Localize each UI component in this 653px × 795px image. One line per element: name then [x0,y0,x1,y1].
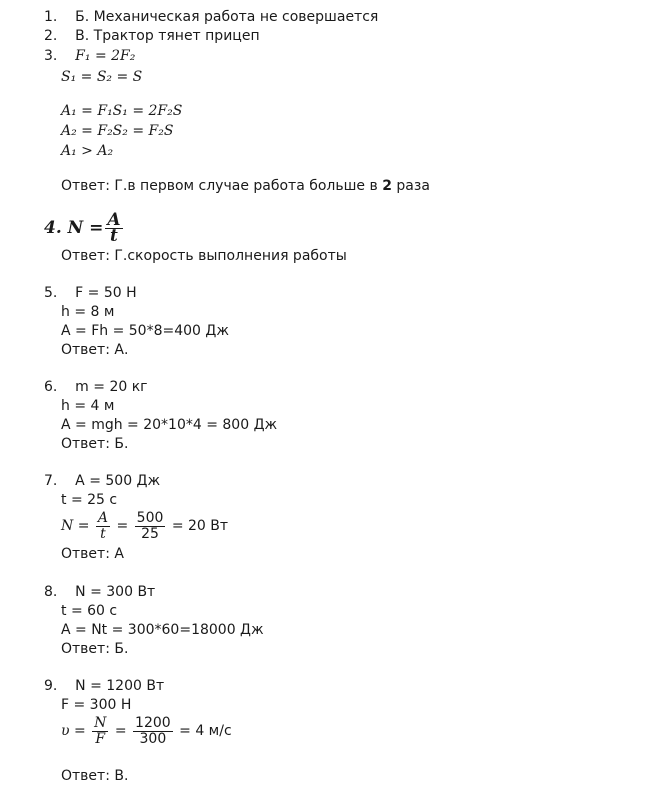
item-1-text: Б. Механическая работа не совершается [75,9,379,25]
item-7-fraction-2-den: 25 [141,525,159,542]
item-9-line-1 [44,678,164,694]
item-4-number: 4. [44,218,62,238]
item-9-number: 9. [44,678,58,694]
item-7-work: A = 500 Дж [75,473,161,489]
item-1-number: 1. [44,9,58,25]
item-3-answer [61,178,430,194]
item-4-denominator: t [110,226,118,246]
item-7-line-1 [44,473,160,489]
item-8-line-1 [44,584,155,600]
item-6-mass: m = 20 кг [75,379,148,395]
item-7-fraction-1-den: t [100,525,106,542]
item-9-equals: = [114,723,127,739]
item-9-answer: Ответ: В. [61,768,129,784]
item-1 [44,9,378,25]
item-6-height: h = 4 м [61,398,115,414]
item-5-answer: Ответ: А. [61,342,129,358]
item-9-formula [61,713,232,749]
item-9-force: F = 300 Н [61,697,132,713]
item-2-text: В. Трактор тянет прицеп [75,28,260,44]
item-7-result: = 20 Вт [171,518,229,534]
item-6-number: 6. [44,379,58,395]
item-4-lhs: N = [67,218,104,238]
item-7-number: 7. [44,473,58,489]
item-4-answer: Ответ: Г.скорость выполнения работы [61,248,347,264]
item-9-fraction-1 [92,716,108,747]
item-3-answer-bold: 2 [382,178,392,194]
item-6-work: A = mgh = 20*10*4 = 800 Дж [61,417,278,433]
item-9-fraction-2 [133,716,173,747]
item-5-height: h = 8 м [61,304,115,320]
item-9-fraction-1-num: N [94,714,107,731]
item-3-f1: F₁ [75,48,91,64]
item-3-comparison: A₁ > A₂ [61,143,114,159]
item-7-formula [61,508,228,544]
item-5-line-1 [44,285,137,301]
item-3-distance-relation: S₁ = S₂ = S [61,69,143,85]
item-7-fraction-1 [96,511,110,542]
item-9-fraction-2-den: 300 [139,730,167,747]
item-9-fraction-2-num: 1200 [135,714,171,731]
item-3-answer-suffix: раза [396,178,430,194]
item-5-work: A = Fh = 50*8=400 Дж [61,323,229,339]
item-7-lhs: N = [61,518,90,534]
item-8-answer: Ответ: Б. [61,641,129,657]
item-3-number: 3. [44,48,58,64]
item-7-time: t = 25 с [61,492,118,508]
item-8-power: N = 300 Вт [75,584,156,600]
item-4-numerator: A [107,210,121,230]
item-9-fraction-1-den: F [95,730,106,747]
item-7-answer: Ответ: А [61,546,124,562]
item-3-work-1: A₁ = F₁S₁ = 2F₂S [61,103,183,119]
item-8-work: A = Nt = 300*60=18000 Дж [61,622,264,638]
item-6-line-1 [44,379,148,395]
item-3-f1-rhs: = 2F₂ [94,48,136,64]
item-8-time: t = 60 с [61,603,118,619]
item-3-work-2: A₂ = F₂S₂ = F₂S [61,123,174,139]
item-9-power: N = 1200 Вт [75,678,165,694]
item-7-equals: = [116,518,129,534]
item-5-force: F = 50 Н [75,285,137,301]
item-9-lhs: υ = [61,723,86,739]
item-4-formula [44,211,125,245]
item-7-fraction-2 [135,511,166,542]
item-7-fraction-1-num: A [97,509,109,526]
item-3-answer-prefix: Ответ: Г.в первом случае работа больше в [61,178,378,194]
item-4-fraction [105,210,122,246]
item-5-number: 5. [44,285,58,301]
item-6-answer: Ответ: Б. [61,436,129,452]
item-9-result: = 4 м/с [179,723,232,739]
item-8-number: 8. [44,584,58,600]
item-3-force-relation [44,48,135,64]
item-7-fraction-2-num: 500 [136,509,164,526]
item-2-number: 2. [44,28,58,44]
item-2 [44,28,260,44]
